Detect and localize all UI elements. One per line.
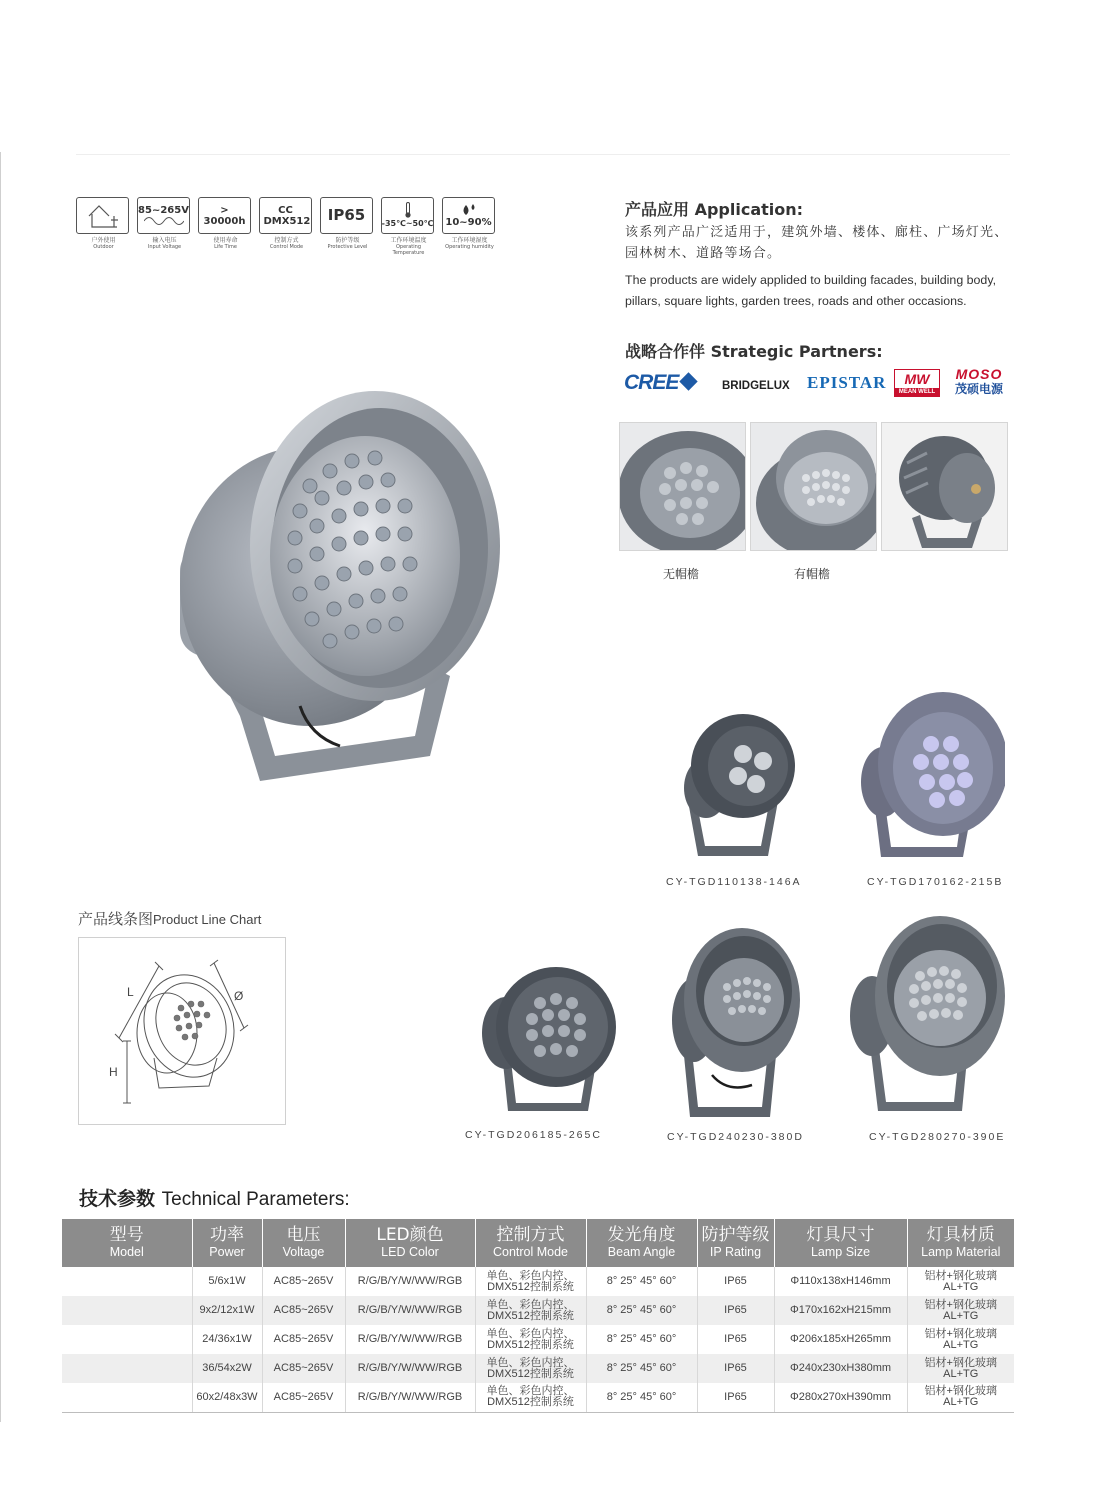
spec-en: Outdoor	[93, 244, 114, 250]
spec-label: CC DMX512	[263, 204, 311, 227]
cell-control-mode-line: DMX512控制系统	[487, 1309, 574, 1322]
application-text-cn: 该系列产品广泛适用于，建筑外墙、楼体、廊柱、广场灯光、园林树木、道路等场合。	[625, 225, 1009, 261]
model-caption: CY-TGD280270-390E	[869, 1131, 1006, 1143]
cell-lamp-material-line: AL+TG	[943, 1396, 979, 1409]
product-image-170	[853, 692, 1005, 862]
cell-lamp-size: Φ240x230xH380mm	[774, 1354, 907, 1383]
col-control-mode: 控制方式 Control Mode	[475, 1219, 586, 1267]
thermometer-icon	[404, 202, 412, 218]
model-caption: CY-TGD206185-265C	[465, 1129, 602, 1141]
cree-logo: CREE	[624, 371, 695, 395]
spec-cn: 输入电压	[152, 237, 177, 244]
spec-en: Life Time	[214, 244, 237, 250]
cell-control-mode-line: DMX512控制系统	[487, 1280, 574, 1293]
cell-lamp-size: Φ110x138xH146mm	[774, 1267, 907, 1296]
cell-control-mode-line: 单色、彩色内控、	[486, 1385, 575, 1398]
partner-logos	[624, 367, 1014, 399]
cell-control-mode-line: 单色、彩色内控、	[486, 1298, 575, 1311]
cell-lamp-material	[907, 1296, 1014, 1325]
spec-cn: 工作环境湿度	[451, 237, 488, 244]
thumb-without-visor	[619, 422, 746, 551]
caption-without-visor: 无帽檐	[663, 567, 700, 581]
product-image-240	[672, 925, 802, 1120]
cell-led-color: R/G/B/Y/W/WW/RGB	[345, 1296, 475, 1325]
cell-model	[62, 1267, 192, 1296]
cell-power: 9x2/12x1W	[192, 1296, 262, 1325]
spec-control	[259, 197, 314, 256]
spec-label: 85~265V	[138, 205, 189, 216]
spec-lifetime	[198, 197, 253, 256]
page-edge-line	[0, 152, 1, 1422]
table-row	[62, 1354, 1014, 1383]
cell-voltage: AC85~265V	[262, 1267, 345, 1296]
svg-text:L: L	[127, 985, 134, 999]
epistar-logo: EPISTAR	[807, 373, 887, 392]
spec-label: 10~90%	[445, 217, 492, 228]
cell-led-color: R/G/B/Y/W/WW/RGB	[345, 1354, 475, 1383]
col-power: 功率 Power	[192, 1219, 262, 1267]
spec-en: Input Voltage	[147, 244, 182, 250]
spec-ip	[320, 197, 375, 256]
spec-cn: 户外使用	[91, 237, 116, 244]
cell-power: 24/36x1W	[192, 1325, 262, 1354]
application-text-en: The products are widely applided to building facades, building body, pillars, square lights, garden trees, roads and other occasions.	[625, 273, 997, 308]
cell-lamp-material	[907, 1354, 1014, 1383]
spec-cn: 防护等级	[335, 237, 360, 244]
cell-model	[62, 1296, 192, 1325]
caption-with-visor: 有帽檐	[794, 567, 831, 581]
col-led-color: LED颜色 LED Color	[345, 1219, 475, 1267]
svg-text:H: H	[109, 1065, 118, 1079]
cell-lamp-material-line: AL+TG	[943, 1309, 979, 1322]
bridgelux-logo: BRIDGELUX	[722, 380, 790, 392]
cell-lamp-material-line: AL+TG	[943, 1367, 979, 1380]
cell-lamp-material-line: AL+TG	[943, 1338, 979, 1351]
water-drops-icon	[459, 203, 479, 217]
application-title: 产品应用 Application:	[625, 200, 804, 219]
spec-cn: 使用寿命	[213, 237, 238, 244]
spec-en: Protective Level	[327, 244, 368, 250]
model-caption: CY-TGD240230-380D	[667, 1131, 804, 1143]
spec-humidity	[442, 197, 497, 256]
cell-control-mode	[475, 1354, 586, 1383]
cell-lamp-material-line: 铝材+钢化玻璃	[924, 1298, 997, 1311]
cell-beam-angle: 8° 25° 45° 60°	[586, 1383, 697, 1412]
cell-control-mode	[475, 1325, 586, 1354]
cell-control-mode-line: DMX512控制系统	[487, 1338, 574, 1351]
col-beam-angle: 发光角度 Beam Angle	[586, 1219, 697, 1267]
spec-temperature	[381, 197, 436, 256]
cell-voltage: AC85~265V	[262, 1325, 345, 1354]
cell-ip-rating: IP65	[697, 1325, 774, 1354]
cell-control-mode-line: DMX512控制系统	[487, 1367, 574, 1380]
model-caption: CY-TGD170162-215B	[867, 876, 1004, 888]
table-row	[62, 1383, 1014, 1412]
house-icon	[85, 202, 121, 230]
col-ip-rating: 防护等级 IP Rating	[697, 1219, 774, 1267]
cell-beam-angle: 8° 25° 45° 60°	[586, 1267, 697, 1296]
cell-control-mode	[475, 1383, 586, 1412]
cell-lamp-material-line: 铝材+钢化玻璃	[924, 1269, 997, 1282]
cell-control-mode	[475, 1267, 586, 1296]
main-product-image	[160, 376, 520, 796]
col-lamp-material: 灯具材质 Lamp Material	[907, 1219, 1014, 1267]
cell-led-color: R/G/B/Y/W/WW/RGB	[345, 1267, 475, 1296]
cell-lamp-material	[907, 1383, 1014, 1412]
cell-led-color: R/G/B/Y/W/WW/RGB	[345, 1325, 475, 1354]
cell-lamp-size: Φ280x270xH390mm	[774, 1383, 907, 1412]
product-image-280	[850, 916, 1005, 1116]
line-chart-title: 产品线条图Product Line Chart	[78, 910, 262, 928]
cell-lamp-material-line: 铝材+钢化玻璃	[924, 1356, 997, 1369]
cell-ip-rating: IP65	[697, 1296, 774, 1325]
cell-ip-rating: IP65	[697, 1383, 774, 1412]
col-lamp-size: 灯具尺寸 Lamp Size	[774, 1219, 907, 1267]
cell-beam-angle: 8° 25° 45° 60°	[586, 1325, 697, 1354]
top-divider	[76, 154, 1010, 155]
spec-cn: 工作环境温度	[390, 237, 427, 244]
spec-en: Operating Temperature	[392, 244, 425, 256]
product-image-206	[478, 963, 618, 1115]
cell-voltage: AC85~265V	[262, 1354, 345, 1383]
moso-logo: MOSO 茂硕电源	[955, 366, 1004, 396]
spec-en: Operating humidity	[445, 244, 494, 250]
spec-label: > 30000h	[203, 204, 246, 227]
col-model: 型号 Model	[62, 1219, 192, 1267]
cell-lamp-material-line: 铝材+钢化玻璃	[924, 1327, 997, 1340]
cell-ip-rating: IP65	[697, 1354, 774, 1383]
table-row	[62, 1296, 1014, 1325]
cell-power: 36/54x2W	[192, 1354, 262, 1383]
meanwell-logo: MW MEAN WELL	[894, 369, 940, 397]
cell-voltage: AC85~265V	[262, 1383, 345, 1412]
cell-power: 5/6x1W	[192, 1267, 262, 1296]
cell-power: 60x2/48x3W	[192, 1383, 262, 1412]
cell-lamp-material	[907, 1325, 1014, 1354]
cell-control-mode-line: 单色、彩色内控、	[486, 1356, 575, 1369]
cell-ip-rating: IP65	[697, 1267, 774, 1296]
cell-lamp-material-line: 铝材+钢化玻璃	[924, 1385, 997, 1398]
spec-label: -35℃~50℃	[381, 219, 434, 228]
cell-lamp-material	[907, 1267, 1014, 1296]
col-voltage: 电压 Voltage	[262, 1219, 345, 1267]
cell-model	[62, 1354, 192, 1383]
cell-control-mode-line: 单色、彩色内控、	[486, 1327, 575, 1340]
cell-control-mode	[475, 1296, 586, 1325]
thumb-back-view	[881, 422, 1008, 551]
cell-lamp-material-line: AL+TG	[943, 1280, 979, 1293]
cell-led-color: R/G/B/Y/W/WW/RGB	[345, 1383, 475, 1412]
table-row	[62, 1325, 1014, 1354]
product-image-110	[668, 706, 798, 866]
table-row	[62, 1267, 1014, 1296]
spec-outdoor	[76, 197, 131, 256]
sine-wave-icon	[144, 216, 184, 226]
spec-cn: 控制方式	[274, 237, 299, 244]
table-header-row	[62, 1219, 1014, 1267]
cell-lamp-size: Φ170x162xH215mm	[774, 1296, 907, 1325]
cell-beam-angle: 8° 25° 45° 60°	[586, 1296, 697, 1325]
cell-control-mode-line: 单色、彩色内控、	[486, 1269, 575, 1282]
svg-text:Ø: Ø	[234, 989, 244, 1003]
model-caption: CY-TGD110138-146A	[666, 876, 802, 888]
cell-lamp-size: Φ206x185xH265mm	[774, 1325, 907, 1354]
spec-en: Control Mode	[269, 244, 304, 250]
tech-params-table	[62, 1219, 1014, 1413]
spec-voltage	[137, 197, 192, 256]
spec-label: IP65	[327, 206, 366, 224]
cell-control-mode-line: DMX512控制系统	[487, 1396, 574, 1409]
line-chart-drawing	[78, 937, 286, 1125]
cell-model	[62, 1383, 192, 1412]
partners-title: 战略合作伴 Strategic Partners:	[625, 342, 883, 361]
thumb-with-visor	[750, 422, 877, 551]
tech-params-title: 技术参数 Technical Parameters:	[79, 1188, 350, 1210]
spec-icon-row	[76, 197, 497, 256]
cell-model	[62, 1325, 192, 1354]
cell-beam-angle: 8° 25° 45° 60°	[586, 1354, 697, 1383]
cell-voltage: AC85~265V	[262, 1296, 345, 1325]
